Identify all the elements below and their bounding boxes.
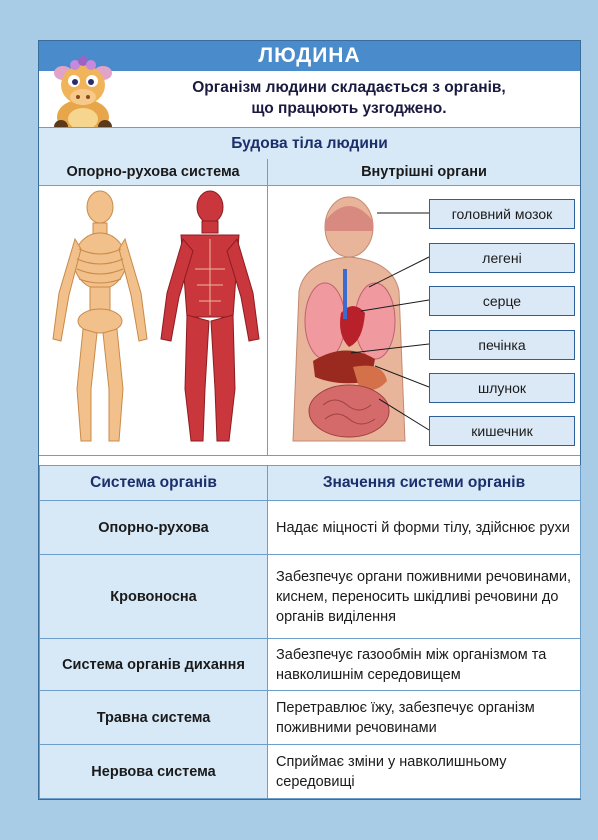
system-name: Травна система (40, 691, 268, 745)
column-internal-organs: Внутрішні органи (268, 159, 580, 186)
poster-sheet (38, 40, 581, 800)
system-meaning: Забезпечує органи поживними речовинами, киснем, переносить шкідливі речовини до органів виділення (268, 555, 581, 639)
table-row (40, 691, 581, 745)
header-meaning: Значення системи органів (268, 466, 581, 501)
system-name: Кровоносна (40, 555, 268, 639)
table-row (40, 745, 581, 799)
section-title: Будова тіла людини (39, 127, 580, 160)
header-system: Система органів (40, 466, 268, 501)
table-row (40, 639, 581, 691)
table-row (40, 555, 581, 639)
table-header-row (40, 466, 581, 501)
system-meaning: Сприймає зміни у навколишньому середовищі (268, 745, 581, 799)
organ-systems-table (39, 465, 581, 799)
table-row (40, 501, 581, 555)
label-brain: головний мозок (429, 199, 575, 229)
system-name: Опорно-рухова (40, 501, 268, 555)
label-heart: серце (429, 286, 575, 316)
system-name: Нервова система (40, 745, 268, 799)
intro-line-2: що працюють узгоджено. (251, 100, 447, 117)
label-lungs: легені (429, 243, 575, 273)
intro-line-1: Організм людини складається з органів, (192, 79, 506, 96)
system-meaning: Перетравлює їжу, забезпечує організм поживними речовинами (268, 691, 581, 745)
page-title: ЛЮДИНА (39, 41, 580, 71)
label-liver: печінка (429, 330, 575, 360)
label-stomach: шлунок (429, 373, 575, 403)
system-meaning: Надає міцності й форми тілу, здійснює рухи (268, 501, 581, 555)
label-intestine: кишечник (429, 416, 575, 446)
system-name: Система органів дихання (40, 639, 268, 691)
column-musculoskeletal: Опорно-рухова система (39, 159, 267, 186)
system-meaning: Забезпечує газообмін між організмом та навколишнім середовищем (268, 639, 581, 691)
